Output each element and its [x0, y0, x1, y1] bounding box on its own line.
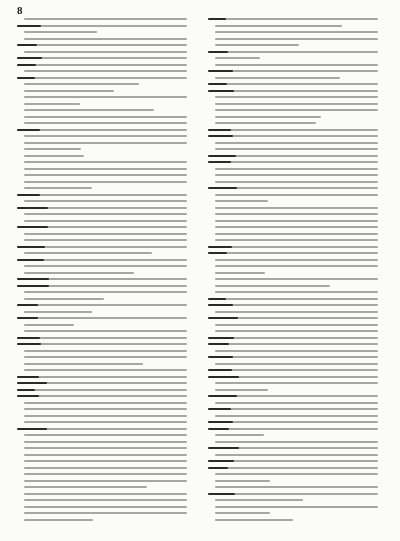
entry-line: [215, 38, 378, 40]
entry-line: [215, 64, 378, 66]
entry-line: [24, 109, 154, 111]
entry-head: [17, 337, 40, 339]
entry-line: [17, 343, 187, 345]
entry-line: [215, 285, 330, 287]
entry-head: [17, 343, 41, 345]
entry-line: [215, 174, 378, 176]
entry-line: [215, 96, 378, 98]
entry-head: [17, 304, 38, 306]
entry-head: [208, 369, 232, 371]
entry-line: [215, 441, 378, 443]
entry-line: [215, 226, 378, 228]
entry-head: [208, 70, 233, 72]
entry-line: [208, 356, 378, 358]
entry-head: [208, 421, 233, 423]
entry-head: [17, 44, 37, 46]
entry-head: [208, 395, 237, 397]
entry-line: [24, 460, 187, 462]
entry-head: [208, 428, 229, 430]
entry-line: [215, 506, 378, 508]
entry-line: [24, 369, 187, 371]
entry-line: [24, 187, 92, 189]
entry-line: [24, 441, 187, 443]
entry-line: [24, 330, 187, 332]
entry-line: [24, 421, 187, 423]
entry-line: [215, 44, 299, 46]
entry-head: [17, 25, 41, 27]
entry-line: [17, 25, 187, 27]
entry-line: [215, 259, 378, 261]
entry-line: [24, 135, 187, 137]
entry-line: [24, 506, 187, 508]
entry-head: [17, 259, 44, 261]
entry-line: [17, 389, 187, 391]
entry-line: [208, 421, 378, 423]
entry-line: [215, 213, 378, 215]
entry-line: [24, 220, 187, 222]
entry-line: [215, 239, 378, 241]
entry-line: [24, 103, 80, 105]
entry-head: [208, 51, 228, 53]
entry-head: [208, 304, 233, 306]
entry-line: [215, 382, 378, 384]
entry-head: [208, 135, 233, 137]
entry-line: [208, 252, 378, 254]
entry-line: [208, 343, 378, 345]
entry-line: [24, 96, 187, 98]
entry-head: [17, 77, 35, 79]
entry-line: [215, 103, 378, 105]
entry-line: [208, 246, 378, 248]
entry-line: [24, 499, 187, 501]
entry-head: [208, 447, 239, 449]
entry-line: [24, 324, 74, 326]
entry-line: [24, 31, 97, 33]
entry-head: [208, 317, 238, 319]
entry-line: [24, 200, 187, 202]
entry-line: [24, 51, 187, 53]
entry-line: [24, 38, 187, 40]
entry-line: [215, 194, 378, 196]
entry-line: [24, 480, 187, 482]
entry-line: [215, 57, 260, 59]
entry-line: [215, 499, 303, 501]
entry-head: [208, 467, 228, 469]
entry-line: [24, 363, 143, 365]
entry-line: [24, 122, 187, 124]
entry-head: [17, 428, 47, 430]
entry-head: [208, 161, 231, 163]
entry-line: [24, 83, 139, 85]
entry-line: [215, 415, 378, 417]
entry-line: [215, 220, 378, 222]
entry-line: [17, 376, 187, 378]
entry-head: [208, 460, 234, 462]
entry-line: [17, 317, 187, 319]
entry-line: [24, 239, 187, 241]
entry-line: [215, 25, 342, 27]
entry-line: [215, 148, 378, 150]
entry-line: [24, 233, 187, 235]
entry-line: [215, 181, 378, 183]
entry-line: [24, 142, 187, 144]
entry-line: [24, 356, 187, 358]
entry-line: [215, 486, 378, 488]
entry-head: [17, 246, 45, 248]
entry-head: [208, 90, 234, 92]
entry-line: [208, 129, 378, 131]
entry-line: [215, 278, 378, 280]
entry-line: [208, 51, 378, 53]
entry-line: [215, 272, 265, 274]
entry-line: [208, 428, 378, 430]
entry-line: [24, 168, 187, 170]
entry-line: [24, 486, 147, 488]
entry-line: [215, 122, 316, 124]
entry-line: [24, 512, 187, 514]
entry-head: [17, 317, 38, 319]
entry-line: [24, 519, 93, 521]
entry-line: [215, 207, 378, 209]
entry-line: [208, 135, 378, 137]
entry-head: [208, 356, 233, 358]
entry-head: [208, 129, 231, 131]
entry-line: [215, 200, 268, 202]
entry-head: [208, 493, 235, 495]
entry-line: [17, 77, 187, 79]
entry-line: [208, 70, 378, 72]
entry-head: [208, 343, 229, 345]
entry-line: [208, 161, 378, 163]
entry-line: [24, 90, 114, 92]
entry-head: [208, 83, 227, 85]
entry-line: [215, 473, 378, 475]
entry-line: [24, 402, 187, 404]
entry-line: [215, 402, 378, 404]
entry-head: [208, 298, 226, 300]
entry-line: [24, 311, 92, 313]
entry-line: [17, 194, 187, 196]
entry-line: [17, 64, 187, 66]
entry-line: [24, 434, 187, 436]
entry-line: [215, 109, 378, 111]
entry-head: [208, 408, 231, 410]
entry-line: [215, 480, 270, 482]
entry-line: [215, 389, 268, 391]
entry-line: [24, 148, 81, 150]
entry-line: [24, 174, 187, 176]
entry-line: [208, 304, 378, 306]
entry-line: [215, 519, 293, 521]
entry-head: [208, 155, 236, 157]
entry-line: [17, 129, 187, 131]
entry-head: [208, 376, 239, 378]
entry-head: [208, 187, 237, 189]
entry-line: [24, 454, 187, 456]
entry-line: [215, 168, 378, 170]
entry-line: [215, 116, 321, 118]
entry-head: [17, 389, 35, 391]
entry-line: [24, 155, 84, 157]
entry-line: [17, 57, 187, 59]
entry-line: [24, 467, 187, 469]
entry-line: [215, 233, 378, 235]
entry-head: [17, 395, 39, 397]
entry-line: [215, 512, 270, 514]
entry-head: [17, 285, 49, 287]
entry-line: [24, 298, 104, 300]
entry-line: [17, 44, 187, 46]
entry-line: [24, 116, 187, 118]
entry-line: [24, 252, 152, 254]
entry-line: [215, 77, 340, 79]
entry-head: [17, 57, 42, 59]
left-column: [17, 18, 195, 530]
entry-line: [208, 408, 378, 410]
entry-head: [208, 18, 226, 20]
entry-line: [24, 213, 187, 215]
entry-line: [215, 291, 378, 293]
entry-line: [215, 31, 378, 33]
entry-head: [17, 64, 36, 66]
entry-head: [208, 246, 232, 248]
entry-head: [208, 252, 227, 254]
entry-line: [215, 330, 378, 332]
entry-head: [17, 194, 40, 196]
entry-head: [17, 226, 48, 228]
entry-line: [24, 272, 134, 274]
entry-line: [24, 408, 187, 410]
entry-line: [24, 415, 187, 417]
entry-line: [24, 493, 187, 495]
entry-line: [208, 298, 378, 300]
entry-line: [208, 18, 378, 20]
entry-line: [215, 434, 264, 436]
entry-line: [24, 265, 187, 267]
entry-line: [17, 304, 187, 306]
right-column: [208, 18, 386, 530]
entry-head: [17, 376, 39, 378]
entry-line: [215, 142, 378, 144]
entry-line: [215, 324, 378, 326]
entry-line: [24, 291, 187, 293]
entry-line: [215, 265, 378, 267]
entry-line: [215, 454, 378, 456]
entry-line: [208, 369, 378, 371]
entry-line: [24, 447, 187, 449]
entry-line: [24, 161, 187, 163]
entry-line: [24, 18, 187, 20]
entry-head: [17, 207, 48, 209]
entry-line: [17, 337, 187, 339]
entry-head: [17, 129, 40, 131]
entry-line: [17, 395, 187, 397]
entry-line: [215, 350, 378, 352]
entry-line: [208, 83, 378, 85]
entry-line: [215, 363, 378, 365]
entry-line: [215, 311, 378, 313]
entry-line: [24, 350, 187, 352]
page-number: 8: [17, 5, 23, 17]
entry-line: [208, 467, 378, 469]
entry-head: [17, 278, 49, 280]
entry-line: [24, 473, 187, 475]
entry-head: [17, 382, 47, 384]
entry-line: [24, 70, 187, 72]
entry-line: [24, 181, 187, 183]
entry-head: [208, 337, 234, 339]
